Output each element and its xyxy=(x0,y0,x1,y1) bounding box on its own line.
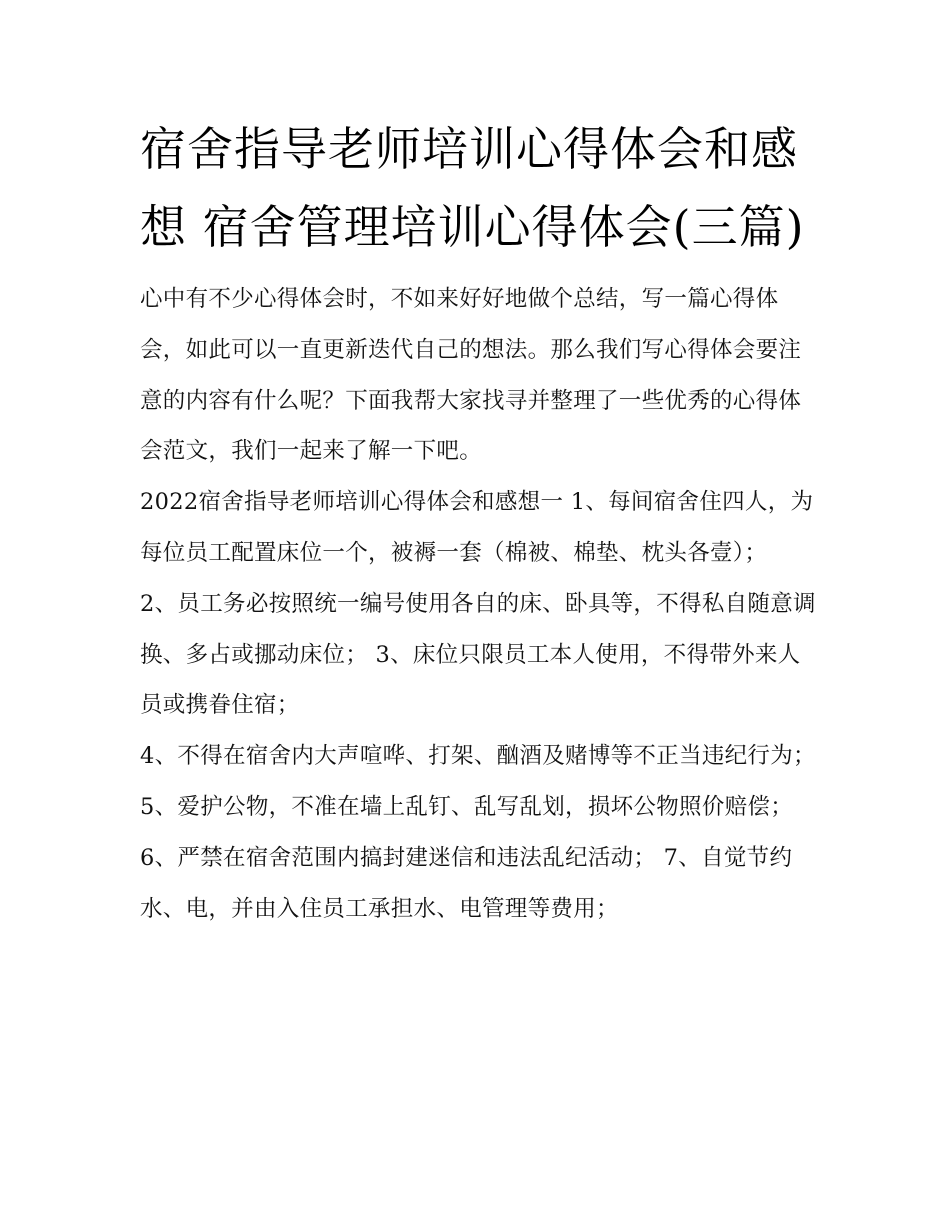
paragraph-rules-4-5: 4、不得在宿舍内大声喧哗、打架、酗酒及赌博等不正当违纪行为； 5、爱护公物，不准在墙上乱钉、乱写乱划，损坏公物照价赔偿； xyxy=(140,743,816,820)
paragraph-rule-1: 2022宿舍指导老师培训心得体会和感想一 1、每间宿舍住四人，为每位员工配置床位一个，被褥一套（棉被、棉垫、枕头各壹）； xyxy=(140,489,814,566)
document-title: 宿舍指导老师培训心得体会和感想 宿舍管理培训心得体会(三篇) xyxy=(140,122,805,254)
paragraph-intro: 心中有不少心得体会时，不如来好好地做个总结，写一篇心得体会，如此可以一直更新迭代自己的想法。那么我们写心得体会要注意的内容有什么呢？下面我帮大家找寻并整理了一些优秀的心得体会范文，我们一起来了解一下吧。 xyxy=(140,286,802,465)
document-content xyxy=(140,110,820,934)
paragraph-rules-2-3: 2、员工务必按照统一编号使用各自的床、卧具等，不得私自随意调换、多占或挪动床位； 3、床位只限员工本人使用，不得带外来人员或携眷住宿； xyxy=(140,590,816,719)
paragraph-rules-6-7: 6、严禁在宿舍范围内搞封建迷信和违法乱纪活动； 7、自觉节约水、电，并由入住员工承担水、电管理等费用； xyxy=(140,844,793,922)
document-body xyxy=(140,274,820,934)
